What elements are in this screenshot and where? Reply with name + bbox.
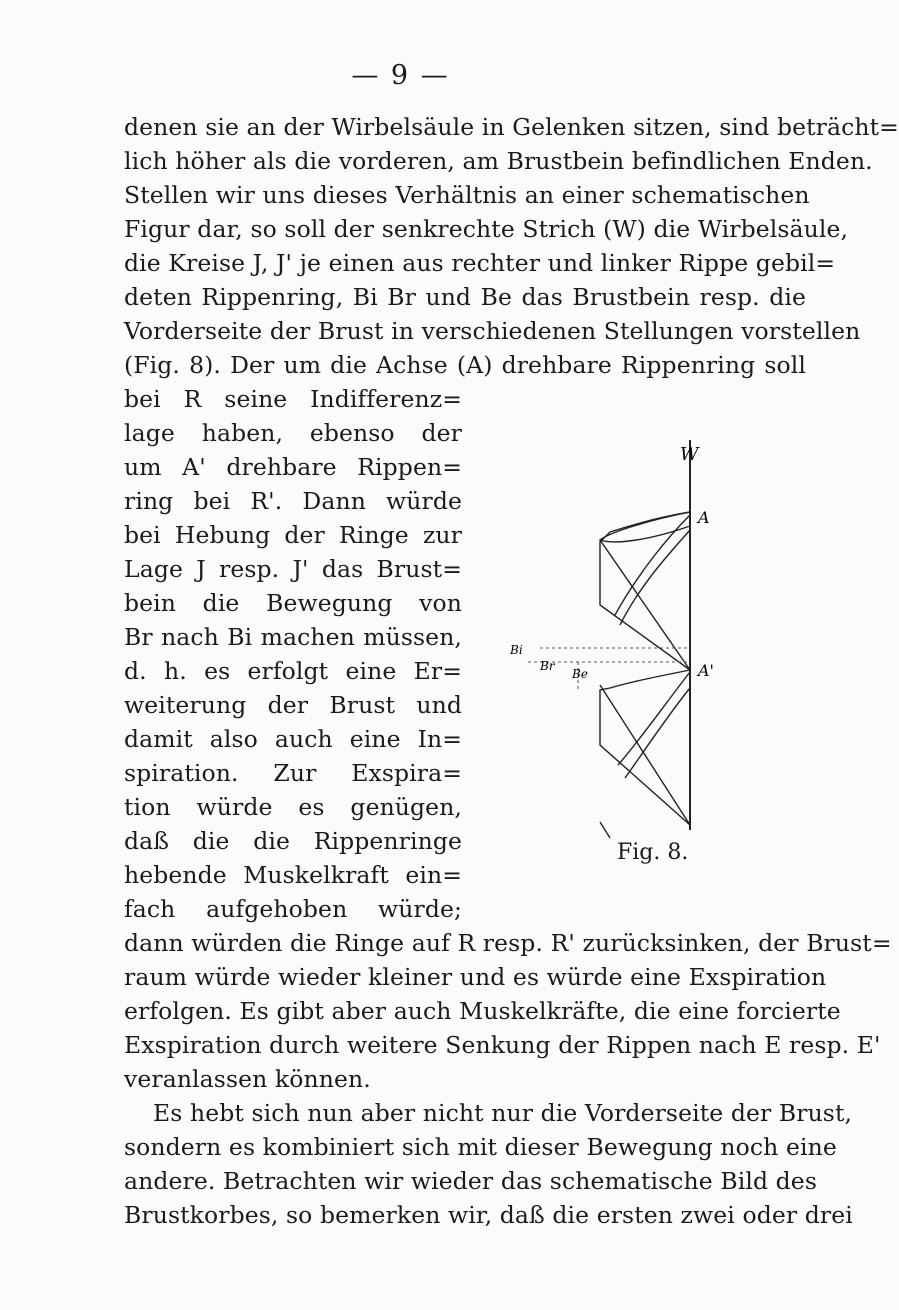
text-line: Vorderseite der Brust in verschiedenen Stellungen vorstellen <box>124 317 861 345</box>
lower-rib-rings <box>600 670 690 838</box>
ring-r-prime <box>600 670 690 825</box>
text-line: (Fig. 8). Der um die Achse (A) drehbare Rippenring soll <box>124 351 806 379</box>
text-line: tion würde es genügen, <box>124 793 462 821</box>
label-bi: Bi <box>510 643 523 657</box>
text-line: raum würde wieder kleiner und es würde eine Exspiration <box>124 963 827 991</box>
text-line: d. h. es erfolgt eine Er= <box>124 657 462 685</box>
text-line: dann würden die Ringe auf R resp. R' zurücksinken, der Brust= <box>124 929 892 957</box>
text-line: fach aufgehoben würde; <box>124 895 462 923</box>
label-a: A <box>698 508 710 527</box>
ring-diagonal-3 <box>618 672 690 765</box>
rib-ring-diagram <box>500 420 740 840</box>
ring-r <box>600 512 690 670</box>
text-line: deten Rippenring, Bi Br und Be das Brustbein resp. die <box>124 283 806 311</box>
upper-rib-rings <box>600 512 690 670</box>
text-line: weiterung der Brust und <box>124 691 462 719</box>
text-line: sondern es kombiniert sich mit dieser Bewegung noch eine <box>124 1133 837 1161</box>
figure-caption: Fig. 8. <box>617 840 689 865</box>
ring-edge <box>600 540 690 670</box>
paragraph-first-line: Es hebt sich nun aber nicht nur die Vorderseite der Brust, <box>153 1099 853 1127</box>
text-line: spiration. Zur Exspira= <box>124 759 462 787</box>
text-line: Figur dar, so soll der senkrechte Strich (W) die Wirbelsäule, <box>124 215 849 243</box>
ring-tail <box>600 822 610 838</box>
text-line: hebende Muskelkraft ein= <box>124 861 462 889</box>
text-line: Exspiration durch weitere Senkung der Rippen nach E resp. E' <box>124 1031 881 1059</box>
text-line: bei R seine Indifferenz= <box>124 385 462 413</box>
text-line: die Kreise J, J' je einen aus rechter und linker Rippe gebil= <box>124 249 836 277</box>
text-line: bein die Bewegung von <box>124 589 462 617</box>
ring-diagonal-4 <box>625 688 690 778</box>
text-line: Stellen wir uns dieses Verhältnis an einer schematischen <box>124 181 810 209</box>
text-line: andere. Betrachten wir wieder das schematische Bild des <box>124 1167 817 1195</box>
figure-rib-ring-diagram <box>500 420 740 840</box>
page-number: — 9 — <box>351 60 450 91</box>
label-be: Be <box>572 667 588 681</box>
ring-j <box>600 512 690 542</box>
text-line: Lage J resp. J' das Brust= <box>124 555 462 583</box>
ring-diagonal-2 <box>620 530 690 625</box>
text-line: ring bei R'. Dann würde <box>124 487 462 515</box>
text-line: denen sie an der Wirbelsäule in Gelenken sitzen, sind beträcht= <box>124 113 899 141</box>
text-line: Br nach Bi machen müssen, <box>124 623 462 651</box>
text-line: lich höher als die vorderen, am Brustbein befindlichen Enden. <box>124 147 873 175</box>
text-line: erfolgen. Es gibt aber auch Muskelkräfte, die eine forcierte <box>124 997 841 1025</box>
text-line: daß die die Rippenringe <box>124 827 462 855</box>
text-line: lage haben, ebenso der <box>124 419 462 447</box>
label-a-prime: A' <box>698 661 714 680</box>
label-w: W <box>680 444 699 465</box>
text-line: Brustkorbes, so bemerken wir, daß die ersten zwei oder drei <box>124 1201 853 1229</box>
text-line: bei Hebung der Ringe zur <box>124 521 462 549</box>
text-line: damit also auch eine In= <box>124 725 462 753</box>
text-line: veranlassen können. <box>124 1065 371 1093</box>
text-line: um A' drehbare Rippen= <box>124 453 462 481</box>
label-br: Br <box>540 659 555 673</box>
